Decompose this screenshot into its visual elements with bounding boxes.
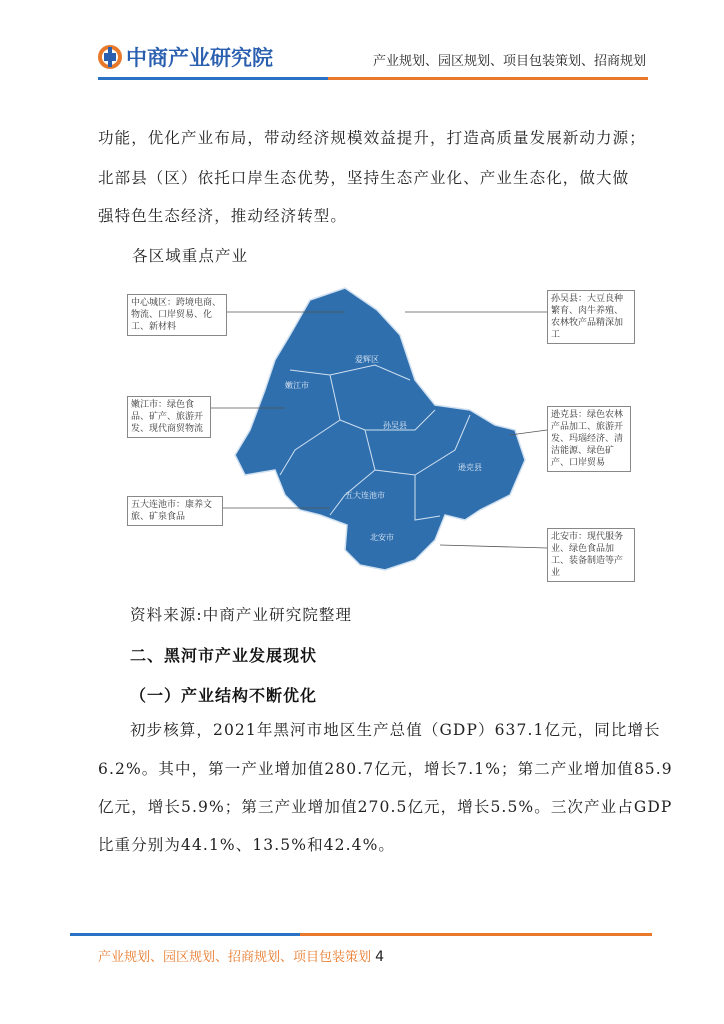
subsection-heading: （一）产业结构不断优化 <box>130 686 318 705</box>
map-label-xunke: 逊克县 <box>458 463 482 472</box>
callout-nenjiang: 嫩江市：绿色食品、矿产、旅游开发、现代商贸物流 <box>127 396 211 438</box>
paragraph1-line1: 功能，优化产业布局，带动经济规模效益提升，打造高质量发展新动力源； <box>98 129 646 147</box>
map-label-sunwu: 孙吴县 <box>383 421 407 430</box>
header-divider-orange <box>328 77 648 80</box>
source-note: 资料来源:中商产业研究院整理 <box>130 606 353 624</box>
map-caption: 各区域重点产业 <box>132 247 249 265</box>
callout-line-beian <box>440 545 547 548</box>
regional-industry-map <box>115 280 635 580</box>
logo <box>98 42 273 72</box>
callout-xunke: 逊克县：绿色农林产品加工、旅游开发、玛瑙经济、清洁能源、绿色矿产、口岸贸易 <box>547 406 631 472</box>
page-footer <box>98 946 384 965</box>
header-divider-blue <box>98 77 328 80</box>
footer-text: 产业规划、园区规划、招商规划、项目包装策划 <box>98 950 372 965</box>
logo-icon <box>98 45 122 69</box>
page-number: 4 <box>375 949 385 965</box>
map-label-beian: 北安市 <box>370 533 394 542</box>
callout-wudalianchi: 五大连池市：康养文旅、矿泉食品 <box>127 496 223 526</box>
callout-beian: 北安市：现代服务业、绿色食品加工、装备制造等产业 <box>547 528 635 582</box>
callout-center: 中心城区：跨境电商、物流、口岸贸易、化工、新材料 <box>127 294 227 336</box>
paragraph1-line2: 北部县（区）依托口岸生态优势，坚持生态产业化、产业生态化，做大做 <box>98 169 630 187</box>
footer-divider-blue <box>70 933 300 936</box>
paragraph2-line1: 初步核算，2021年黑河市地区生产总值（GDP）637.1亿元，同比增长 <box>130 721 661 739</box>
footer-divider-orange <box>300 933 652 936</box>
map-label-wudalianchi: 五大连池市 <box>345 491 385 500</box>
section-heading: 二、黑河市产业发展现状 <box>130 646 318 665</box>
paragraph1-line3: 强特色生态经济，推动经济转型。 <box>98 207 348 225</box>
paragraph2-line2: 6.2%。其中，第一产业增加值280.7亿元，增长7.1%；第二产业增加值85.9 <box>98 760 673 778</box>
map-label-nenjiang: 嫩江市 <box>285 381 309 390</box>
header-tagline: 产业规划、园区规划、项目包装策划、招商规划 <box>372 54 646 69</box>
callout-sunwu: 孙吴县：大豆良种繁育、肉牛养殖、农林牧产品精深加工 <box>547 290 635 344</box>
map-region-shape <box>235 288 525 570</box>
paragraph2-line3: 亿元，增长5.9%；第三产业增加值270.5亿元，增长5.5%。三次产业占GDP <box>98 798 673 816</box>
map-label-aihui: 爱辉区 <box>355 355 379 364</box>
logo-text: 中商产业研究院 <box>126 46 273 70</box>
paragraph2-line4: 比重分别为44.1%、13.5%和42.4%。 <box>98 836 396 854</box>
page-header <box>0 0 724 80</box>
